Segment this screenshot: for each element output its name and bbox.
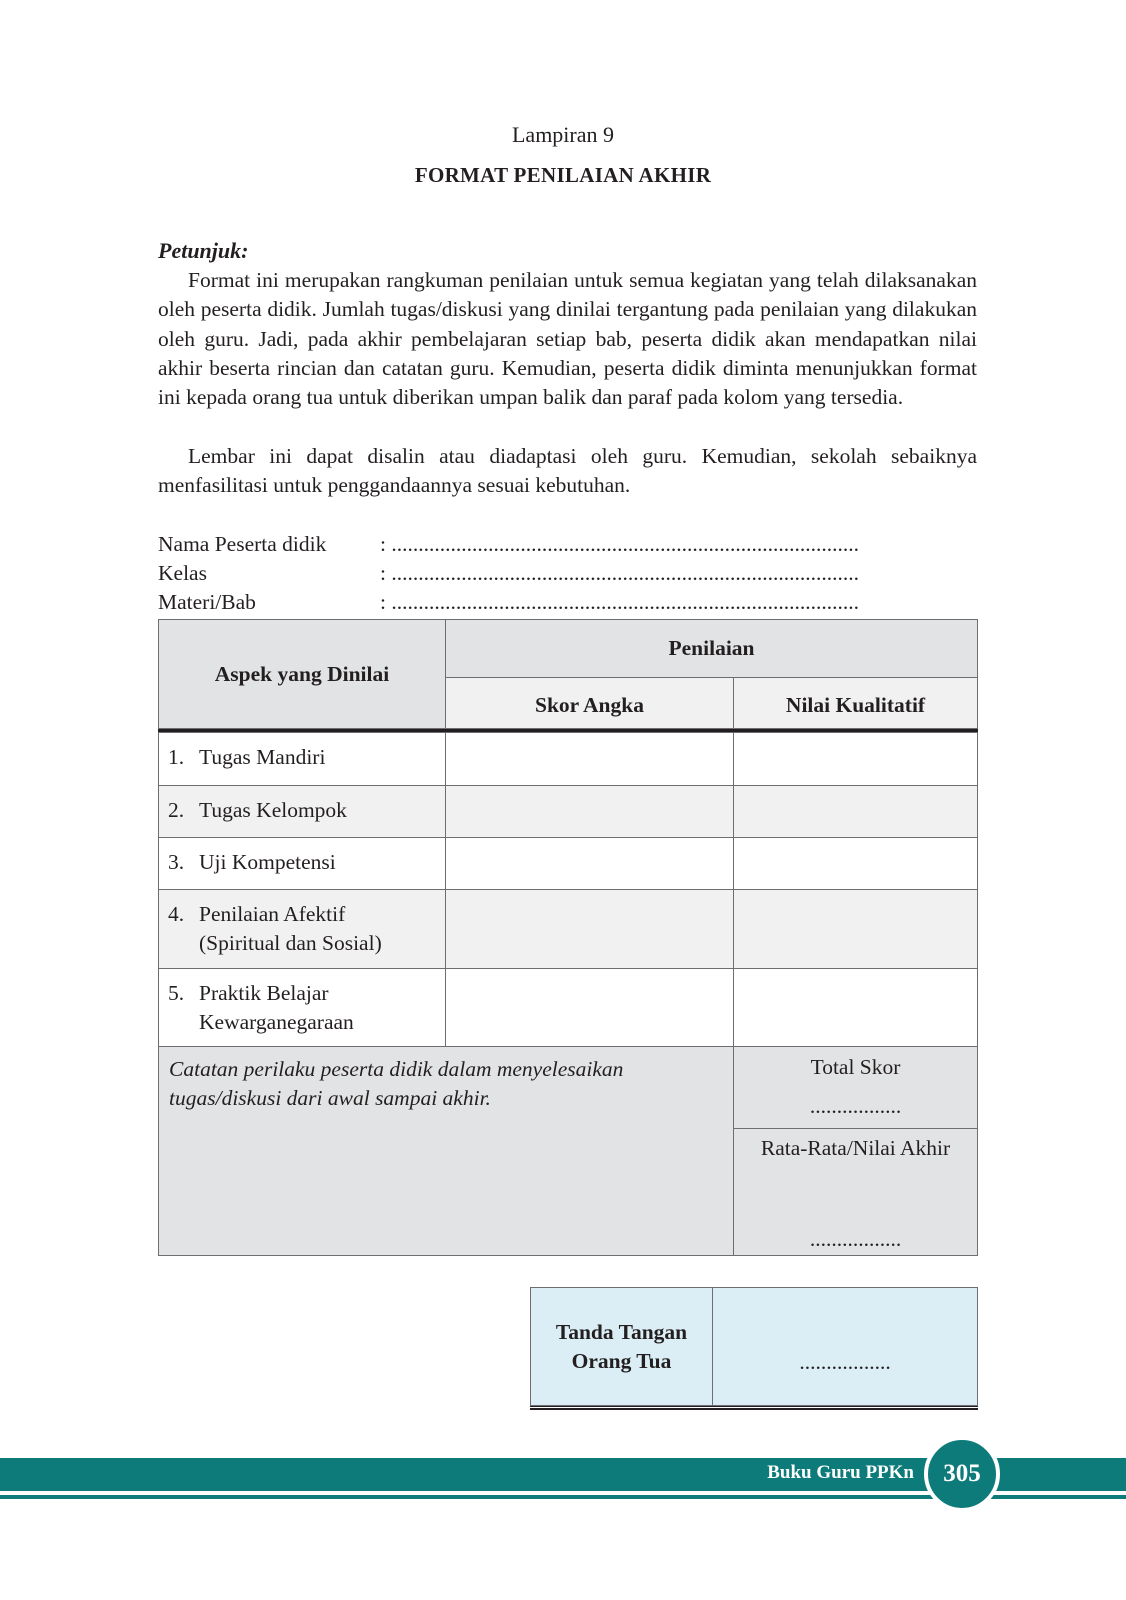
signature-label: Tanda Tangan Orang Tua bbox=[530, 1287, 713, 1406]
header-score: Skor Angka bbox=[445, 677, 734, 729]
total-score-cell[interactable] bbox=[733, 1046, 978, 1129]
score-cell[interactable] bbox=[445, 785, 734, 838]
field-chapter bbox=[158, 588, 859, 617]
score-cell[interactable] bbox=[445, 889, 734, 969]
notes-cell[interactable] bbox=[158, 1046, 734, 1256]
final-score-cell[interactable] bbox=[733, 1128, 978, 1256]
quality-cell[interactable] bbox=[733, 732, 978, 786]
quality-cell[interactable] bbox=[733, 889, 978, 969]
page-title: FORMAT PENILAIAN AKHIR bbox=[414, 163, 712, 187]
final-score-value: ................. bbox=[809, 1227, 902, 1251]
table-row-aspect: 5. Praktik Belajar Kewarganegaraan bbox=[158, 968, 446, 1047]
total-score-value: ................. bbox=[809, 1094, 902, 1118]
score-cell[interactable] bbox=[445, 968, 734, 1047]
final-score-label: Rata-Rata/Nilai Akhir bbox=[760, 1136, 951, 1160]
page-number: 305 bbox=[924, 1436, 1000, 1512]
instructions-paragraph-2: Lembar ini dapat disalin atau diadaptasi oleh guru. Kemudian, sekolah sebaiknya menfasilitasi untuk penggandaannya sesuai kebutuhan. bbox=[158, 444, 977, 498]
table-row-aspect: 3. Uji Kompetensi bbox=[158, 837, 446, 890]
quality-cell[interactable] bbox=[733, 785, 978, 838]
instructions-heading: Petunjuk: bbox=[158, 238, 249, 263]
table-row-aspect: 4. Penilaian Afektif (Spiritual dan Sosial) bbox=[158, 889, 446, 969]
field-class bbox=[158, 559, 859, 588]
field-label: Kelas bbox=[158, 561, 207, 585]
notes-label: Catatan perilaku peserta didik dalam menyelesaikan tugas/diskusi dari awal sampai akhir. bbox=[169, 1057, 624, 1110]
instructions-paragraph-1: Format ini merupakan rangkuman penilaian untuk semua kegiatan yang telah dilaksanakan oleh peserta didik. Jumlah tugas/diskusi yang dinilai tergantung pada penilaian yang dilakukan oleh guru. Jadi, pada akhir pembelajaran setiap bab, peserta didik akan mendapatkan nilai akhir beserta rincian dan catatan guru. Kemudian, peserta didik diminta menunjukkan format ini kepada orang tua untuk diberikan umpan balik dan paraf pada kolom yang tersedia. bbox=[158, 268, 977, 410]
header-quality: Nilai Kualitatif bbox=[733, 677, 978, 729]
field-student-name bbox=[158, 530, 859, 559]
field-value[interactable]: : ....................................................................................... bbox=[380, 590, 859, 614]
book-title: Buku Guru PPKn bbox=[767, 1462, 914, 1483]
quality-cell[interactable] bbox=[733, 837, 978, 890]
quality-cell[interactable] bbox=[733, 968, 978, 1047]
appendix-label: Lampiran 9 bbox=[511, 122, 615, 147]
total-score-label: Total Skor bbox=[810, 1055, 901, 1079]
header-aspect: Aspek yang Dinilai bbox=[158, 619, 446, 729]
field-value[interactable]: : ....................................................................................... bbox=[380, 561, 859, 585]
signature-divider bbox=[530, 1406, 978, 1410]
table-row-aspect: 1. Tugas Mandiri bbox=[158, 732, 446, 786]
field-value[interactable]: : ....................................................................................... bbox=[380, 532, 859, 556]
header-penilaian: Penilaian bbox=[445, 619, 978, 678]
signature-field[interactable]: ................. bbox=[712, 1287, 978, 1406]
field-label: Nama Peserta didik bbox=[158, 532, 327, 556]
table-row-aspect: 2. Tugas Kelompok bbox=[158, 785, 446, 838]
score-cell[interactable] bbox=[445, 732, 734, 786]
field-label: Materi/Bab bbox=[158, 590, 256, 614]
score-cell[interactable] bbox=[445, 837, 734, 890]
